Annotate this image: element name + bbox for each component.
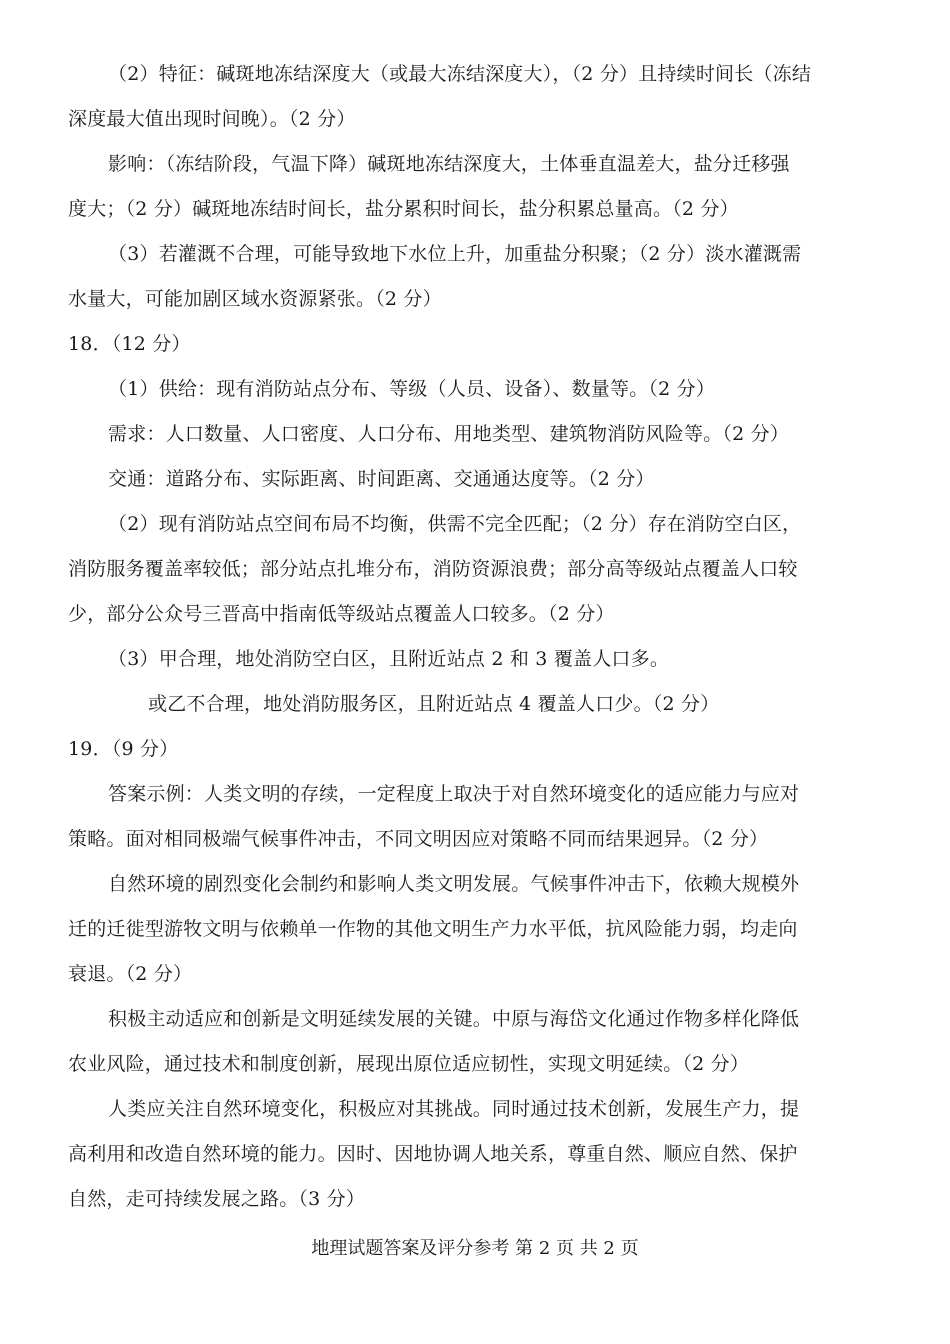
text-line: 或乙不合理，地处消防服务区，且附近站点 4 覆盖人口少。（2 分） <box>148 693 720 715</box>
text-line: 水量大，可能加剧区域水资源紧张。（2 分） <box>68 288 442 310</box>
text-line: 积极主动适应和创新是文明延续发展的关键。中原与海岱文化通过作物多样化降低 <box>108 1008 800 1030</box>
text-line: 消防服务覆盖率较低；部分站点扎堆分布，消防资源浪费；部分高等级站点覆盖人口较 <box>68 558 798 580</box>
text-line: （1）供给：现有消防站点分布、等级（人员、设备）、数量等。（2 分） <box>108 378 716 400</box>
text-line: 农业风险，通过技术和制度创新，展现出原位适应韧性，实现文明延续。（2 分） <box>68 1053 750 1075</box>
question-heading: 18．（12 分） <box>68 333 191 355</box>
text-line: 策略。面对相同极端气候事件冲击，不同文明因应对策略不同而结果迥异。（2 分） <box>68 828 769 850</box>
page-footer: 地理试题答案及评分参考 第 2 页 共 2 页 <box>311 1238 639 1259</box>
text-line: 度大；（2 分）碱斑地冻结时间长，盐分累积时间长，盐分积累总量高。（2 分） <box>68 198 739 220</box>
text-line: （3）若灌溉不合理，可能导致地下水位上升，加重盐分积聚；（2 分）淡水灌溉需 <box>108 243 802 265</box>
text-line: （2）现有消防站点空间布局不均衡，供需不完全匹配；（2 分）存在消防空白区， <box>108 513 802 535</box>
text-line: 高利用和改造自然环境的能力。因时、因地协调人地关系，尊重自然、顺应自然、保护 <box>68 1143 798 1165</box>
text-line: 交通：道路分布、实际距离、时间距离、交通通达度等。（2 分） <box>108 468 655 490</box>
text-line: （2）特征：碱斑地冻结深度大（或最大冻结深度大），（2 分）且持续时间长（冻结 <box>108 63 812 85</box>
text-line: 需求：人口数量、人口密度、人口分布、用地类型、建筑物消防风险等。（2 分） <box>108 423 790 445</box>
text-line: 人类应关注自然环境变化，积极应对其挑战。同时通过技术创新，发展生产力，提 <box>108 1098 800 1120</box>
text-line: （3）甲合理，地处消防空白区，且附近站点 2 和 3 覆盖人口多。 <box>108 648 670 670</box>
text-line: 自然，走可持续发展之路。（3 分） <box>68 1188 366 1210</box>
text-line: 深度最大值出现时间晚）。（2 分） <box>68 108 356 130</box>
text-line: 少，部分公众号三晋高中指南低等级站点覆盖人口较多。（2 分） <box>68 603 615 625</box>
text-line: 自然环境的剧烈变化会制约和影响人类文明发展。气候事件冲击下，依赖大规模外 <box>108 873 800 895</box>
text-line: 答案示例：人类文明的存续，一定程度上取决于对自然环境变化的适应能力与应对 <box>108 783 800 805</box>
text-line: 影响：（冻结阶段，气温下降）碱斑地冻结深度大，土体垂直温差大，盐分迁移强 <box>108 153 790 175</box>
text-line: 迁的迁徙型游牧文明与依赖单一作物的其他文明生产力水平低，抗风险能力弱，均走向 <box>68 918 798 940</box>
question-heading: 19．（9 分） <box>68 738 179 760</box>
text-line: 衰退。（2 分） <box>68 963 193 985</box>
